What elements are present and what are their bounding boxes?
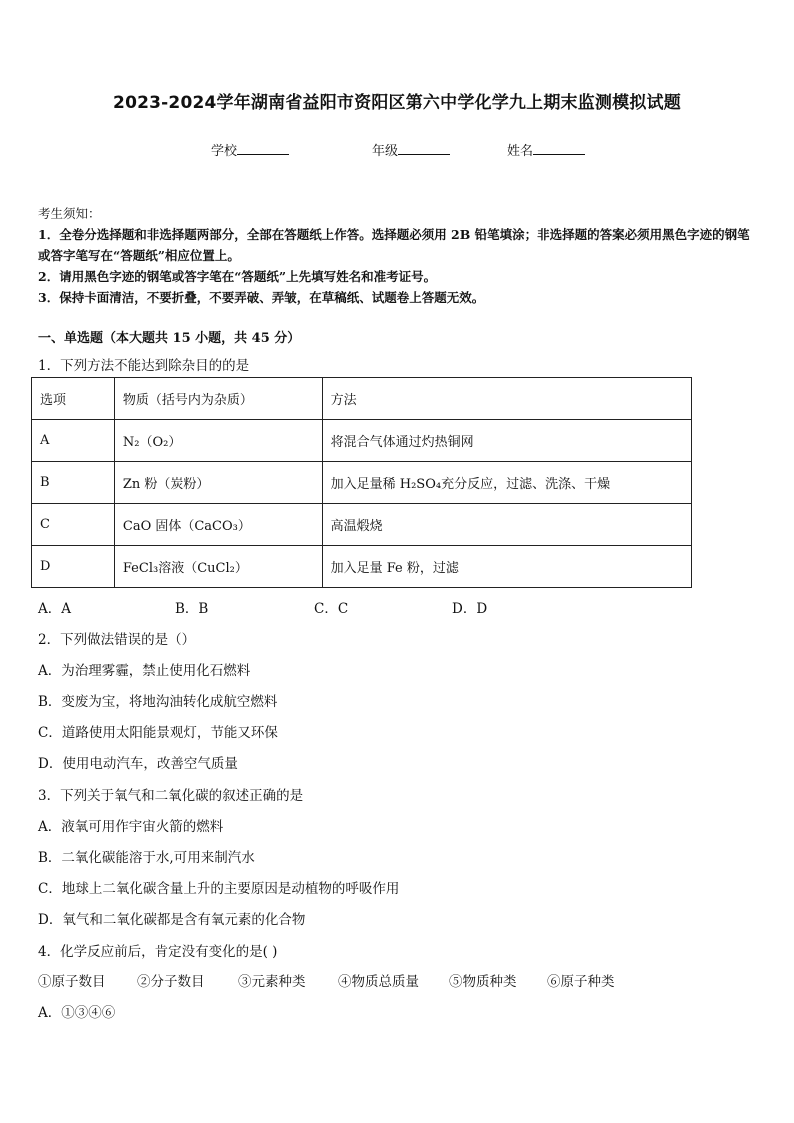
school-label: 学校 — [211, 144, 238, 159]
q4-item: ④物质总质量 — [338, 974, 419, 990]
school-blank[interactable] — [237, 142, 289, 155]
question-2-stem: 2．下列做法错误的是（） — [38, 632, 196, 648]
q4-item: ⑥原子种类 — [547, 974, 615, 990]
section-heading: 一、单选题（本大题共 15 小题，共 45 分） — [38, 331, 301, 346]
q2-choice-a[interactable]: A．为治理雾霾，禁止使用化石燃料 — [38, 663, 251, 679]
table-cell-method: 高温煅烧 — [322, 504, 691, 546]
q2-choice-c[interactable]: C．道路使用太阳能景观灯，节能又环保 — [38, 725, 278, 741]
table-cell-substance: N₂（O₂） — [114, 420, 322, 462]
table-row — [32, 420, 692, 462]
q3-choice-d[interactable]: D．氧气和二氧化碳都是含有氧元素的化合物 — [38, 912, 306, 928]
question-1-table — [31, 377, 692, 588]
table-row — [32, 504, 692, 546]
name-label: 姓名 — [507, 144, 534, 159]
table-cell-method: 加入足量 Fe 粉，过滤 — [322, 546, 691, 588]
q3-choice-b[interactable]: B．二氧化碳能溶于水,可用来制汽水 — [38, 850, 255, 866]
grade-field[interactable] — [372, 140, 450, 159]
notice-item-2: 2．请用黑色字迹的钢笔或答字笔在“答题纸”上先填写姓名和准考证号。 — [38, 269, 437, 284]
school-field[interactable] — [211, 140, 289, 159]
table-cell-substance: FeCl₃溶液（CuCl₂） — [114, 546, 322, 588]
choice-a[interactable]: A．A — [38, 601, 71, 617]
q2-choice-b[interactable]: B．变废为宝，将地沟油转化成航空燃料 — [38, 694, 278, 710]
notice-item-3: 3．保持卡面清洁，不要折叠，不要弄破、弄皱，在草稿纸、试题卷上答题无效。 — [38, 290, 485, 305]
grade-label: 年级 — [372, 144, 399, 159]
exam-title: 2023-2024学年湖南省益阳市资阳区第六中学化学九上期末监测模拟试题 — [113, 93, 681, 113]
q2-choice-d[interactable]: D．使用电动汽车，改善空气质量 — [38, 756, 238, 772]
table-cell-method: 加入足量稀 H₂SO₄充分反应，过滤、洗涤、干燥 — [322, 462, 691, 504]
q3-choice-a[interactable]: A．液氧可用作宇宙火箭的燃料 — [38, 819, 224, 835]
table-header-cell: 选项 — [32, 378, 115, 420]
table-row — [32, 462, 692, 504]
q4-item: ①原子数目 — [38, 974, 106, 990]
question-3-stem: 3．下列关于氧气和二氧化碳的叙述正确的是 — [38, 788, 304, 804]
q3-choice-c[interactable]: C．地球上二氧化碳含量上升的主要原因是动植物的呼吸作用 — [38, 881, 400, 897]
q4-item: ③元素种类 — [238, 974, 306, 990]
table-header-cell: 物质（括号内为杂质） — [114, 378, 322, 420]
choice-b[interactable]: B．B — [175, 601, 209, 617]
q4-item: ②分子数目 — [137, 974, 205, 990]
table-cell-option: C — [32, 504, 115, 546]
table-cell-option: A — [32, 420, 115, 462]
student-info-fields — [0, 140, 794, 160]
q4-item: ⑤物质种类 — [449, 974, 517, 990]
exam-notice — [38, 203, 758, 308]
table-row — [32, 546, 692, 588]
q4-choice-a[interactable]: A．①③④⑥ — [38, 1005, 116, 1021]
question-4-stem: 4．化学反应前后，肯定没有变化的是( ) — [38, 944, 278, 960]
choice-c[interactable]: C．C — [314, 601, 349, 617]
table-cell-option: D — [32, 546, 115, 588]
question-1-stem: 1．下列方法不能达到除杂目的的是 — [38, 358, 250, 374]
table-cell-substance: CaO 固体（CaCO₃） — [114, 504, 322, 546]
choice-d[interactable]: D．D — [452, 601, 488, 617]
notice-heading: 考生须知： — [38, 206, 101, 221]
table-cell-option: B — [32, 462, 115, 504]
table-cell-substance: Zn 粉（炭粉） — [114, 462, 322, 504]
table-header-row — [32, 378, 692, 420]
name-field[interactable] — [507, 140, 585, 159]
notice-item-1: 1．全卷分选择题和非选择题两部分，全部在答题纸上作答。选择题必须用 2B 铅笔填涂；非选择题的答案必须用黑色字迹的钢笔或答字笔写在“答题纸”相应位置上。 — [38, 227, 750, 263]
table-header-cell: 方法 — [322, 378, 691, 420]
table-cell-method: 将混合气体通过灼热铜网 — [322, 420, 691, 462]
grade-blank[interactable] — [398, 142, 450, 155]
name-blank[interactable] — [533, 142, 585, 155]
